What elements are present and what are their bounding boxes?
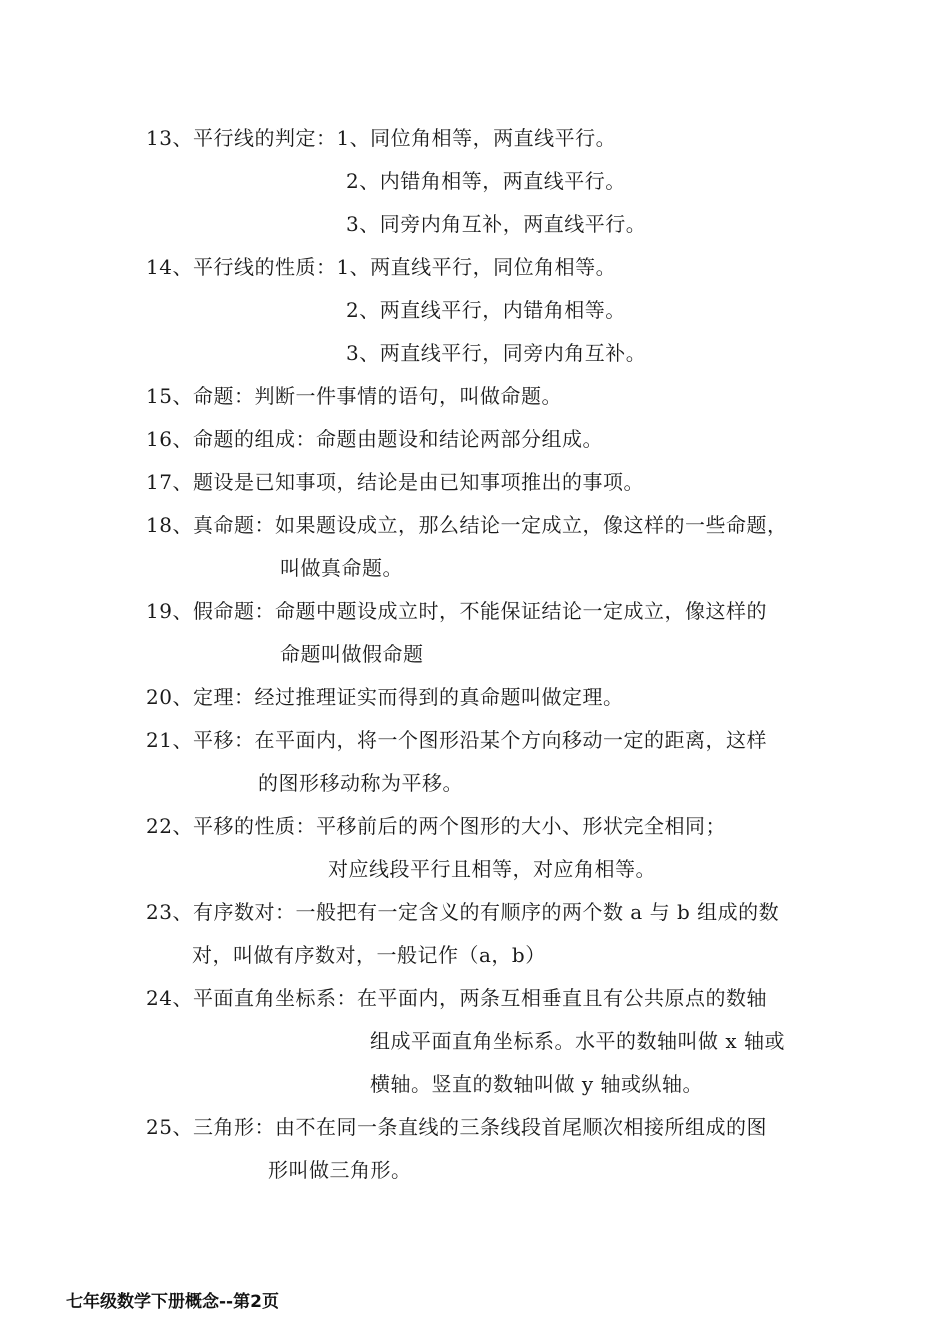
text-line-16: 16、命题的组成：命题由题设和结论两部分组成。 [146, 427, 603, 451]
text-line-19-cont: 命题叫做假命题 [280, 642, 424, 666]
text-line-22-cont: 对应线段平行且相等，对应角相等。 [328, 857, 656, 881]
text-line-23: 23、有序数对：一般把有一定含义的有顺序的两个数 a 与 b 组成的数 [146, 900, 780, 924]
text-line-18-cont: 叫做真命题。 [280, 556, 403, 580]
text-line-17: 17、题设是已知事项，结论是由已知事项推出的事项。 [146, 470, 644, 494]
text-line-24: 24、平面直角坐标系：在平面内，两条互相垂直且有公共原点的数轴 [146, 986, 767, 1010]
page-footer: 七年级数学下册概念--第2页 [66, 1292, 279, 1312]
text-line-13-2: 2、内错角相等，两直线平行。 [346, 169, 626, 193]
text-line-15: 15、命题：判断一件事情的语句，叫做命题。 [146, 384, 562, 408]
text-line-23-cont: 对，叫做有序数对，一般记作（a，b） [192, 943, 546, 967]
text-line-13: 13、平行线的判定：1、同位角相等，两直线平行。 [146, 126, 617, 150]
text-line-19: 19、假命题：命题中题设成立时，不能保证结论一定成立，像这样的 [146, 599, 767, 623]
text-line-18: 18、真命题：如果题设成立，那么结论一定成立，像这样的一些命题， [146, 513, 788, 537]
text-line-25-cont: 形叫做三角形。 [268, 1158, 412, 1182]
text-line-24-cont2: 横轴。竖直的数轴叫做 y 轴或纵轴。 [370, 1072, 704, 1096]
text-line-14: 14、平行线的性质：1、两直线平行，同位角相等。 [146, 255, 617, 279]
text-line-21: 21、平移：在平面内，将一个图形沿某个方向移动一定的距离，这样 [146, 728, 767, 752]
text-line-14-3: 3、两直线平行，同旁内角互补。 [346, 341, 647, 365]
text-line-25: 25、三角形：由不在同一条直线的三条线段首尾顺次相接所组成的图 [146, 1115, 767, 1139]
text-line-22: 22、平移的性质：平移前后的两个图形的大小、形状完全相同； [146, 814, 726, 838]
text-line-13-3: 3、同旁内角互补，两直线平行。 [346, 212, 647, 236]
text-line-21-cont: 的图形移动称为平移。 [258, 771, 463, 795]
text-line-14-2: 2、两直线平行，内错角相等。 [346, 298, 626, 322]
text-line-20: 20、定理：经过推理证实而得到的真命题叫做定理。 [146, 685, 624, 709]
text-line-24-cont1: 组成平面直角坐标系。水平的数轴叫做 x 轴或 [370, 1029, 785, 1053]
